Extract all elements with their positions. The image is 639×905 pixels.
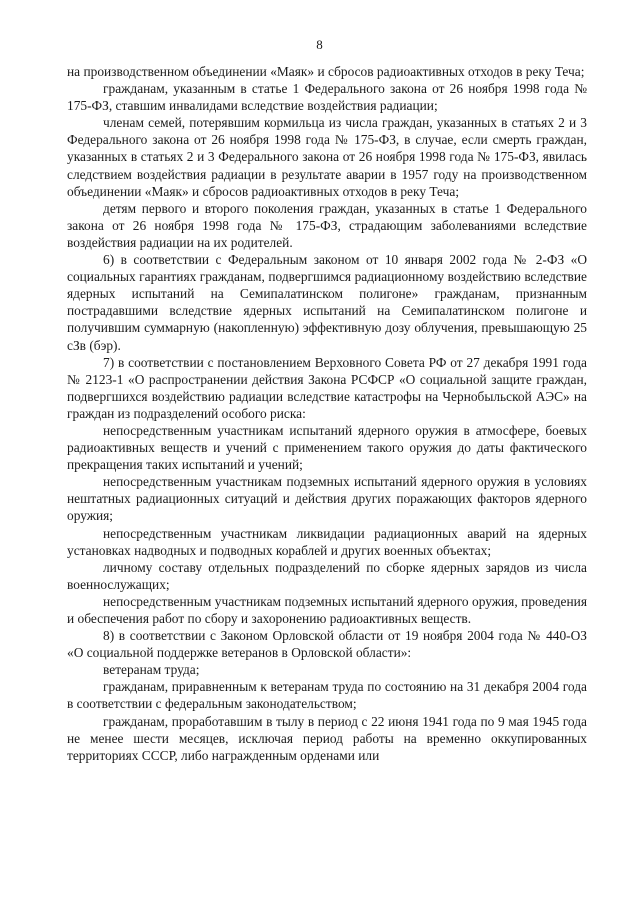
- paragraph: гражданам, приравненным к ветеранам труда по состоянию на 31 декабря 2004 года в соответствии с федеральным законодательством;: [67, 679, 587, 712]
- paragraph: ветеранам труда;: [103, 662, 200, 678]
- page-number: 8: [316, 37, 323, 52]
- document-body: [67, 63, 587, 764]
- paragraph: на производственном объединении «Маяк» и сбросов радиоактивных отходов в реку Теча;: [67, 64, 585, 79]
- paragraph: 8) в соответствии с Законом Орловской области от 19 ноября 2004 года № 440-ОЗ «О социальной поддержке ветеранов в Орловской области»:: [67, 628, 587, 661]
- paragraph: непосредственным участникам испытаний ядерного оружия в атмосфере, боевых радиоактивных веществ и учений с применением такого оружия до даты фактического прекращения таких испытаний и учений;: [67, 422, 587, 473]
- paragraph: непосредственным участникам ликвидации радиационных аварий на ядерных установках надводных и подводных кораблей и других военных объектах;: [67, 525, 587, 558]
- paragraph: членам семей, потерявшим кормильца из числа граждан, указанных в статьях 2 и 3 Федерального закона от 26 ноября 1998 года № 175-ФЗ, в случае, если смерть граждан, указанных в статьях 2 и 3 Федерального закона от 26 ноября 1998 года № 175-ФЗ, явилась следствием воздействия радиации в результате аварии в 1957 году на производственном объединении «Маяк» и сбросов радиоактивных отходов в реку Теча;: [67, 115, 587, 199]
- paragraph: гражданам, указанным в статье 1 Федерального закона от 26 ноября 1998 года № 175-ФЗ, ставшим инвалидами вследствие воздействия радиации;: [67, 81, 587, 114]
- paragraph: личному составу отдельных подразделений по сборке ядерных зарядов из числа военнослужащих;: [67, 559, 587, 592]
- paragraph: непосредственным участникам подземных испытаний ядерного оружия в условиях нештатных радиационных ситуаций и действия других поражающих факторов ядерного оружия;: [67, 474, 587, 524]
- paragraph: 7) в соответствии с постановлением Верховного Совета РФ от 27 декабря 1991 года № 2123-1 «О распространении действия Закона РСФСР «О социальной защите граждан, подвергшихся воздействию радиации вследствие катастрофы на Чернобыльской АЭС» на граждан из подразделений особого риска:: [67, 354, 587, 421]
- paragraph: детям первого и второго поколения граждан, указанных в статье 1 Федерального закона от 26 ноября 1998 года № 175-ФЗ, страдающим заболеваниями вследствие воздействия радиации на их родителей.: [67, 200, 587, 250]
- paragraph: 6) в соответствии с Федеральным законом от 10 января 2002 года № 2-ФЗ «О социальных гарантиях гражданам, подвергшимся радиационному воздействию вследствие ядерных испытаний на Семипалатинском полигоне» гражданам, признанным пострадавшими вследствие ядерных испытаний на Семипалатинском полигоне и получившим суммарную (накопленную) эффективную дозу облучения, превышающую 25 сЗв (бэр).: [67, 252, 587, 353]
- paragraph: непосредственным участникам подземных испытаний ядерного оружия, проведения и обеспечения работ по сбору и захоронению радиоактивных веществ.: [67, 593, 587, 626]
- paragraph: гражданам, проработавшим в тылу в период с 22 июня 1941 года по 9 мая 1945 года не менее шести месяцев, исключая период работы на временно оккупированных территориях СССР, либо награжденным орденами или: [67, 713, 587, 763]
